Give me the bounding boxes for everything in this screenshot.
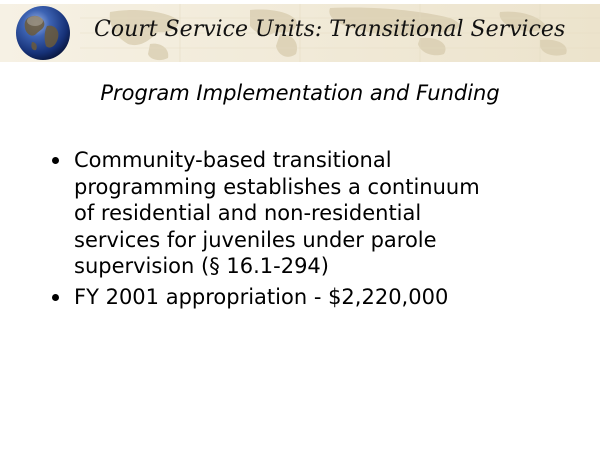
bullet-text-line: Community-based transitional	[74, 148, 392, 172]
globe-icon	[14, 4, 72, 62]
bullet-item	[52, 147, 572, 280]
bullet-item	[52, 284, 572, 311]
title-band	[0, 4, 600, 62]
bullet-text-line: programming establishes a continuum	[74, 174, 480, 199]
bullet-text-line: supervision (§ 16.1-294)	[74, 254, 329, 279]
bullet-text-line: services for juveniles under parole	[74, 227, 437, 252]
bullet-list	[52, 147, 572, 315]
bullet-text-line: of residential and non-residential	[74, 201, 422, 226]
bullet-dot-icon	[52, 157, 59, 164]
bullet-text-line: FY 2001 appropriation - $2,220,000	[74, 284, 449, 309]
bullet-dot-icon	[52, 294, 59, 301]
slide-title: Court Service Units: Transitional Services	[94, 17, 566, 42]
slide-subtitle: Program Implementation and Funding	[100, 81, 500, 105]
